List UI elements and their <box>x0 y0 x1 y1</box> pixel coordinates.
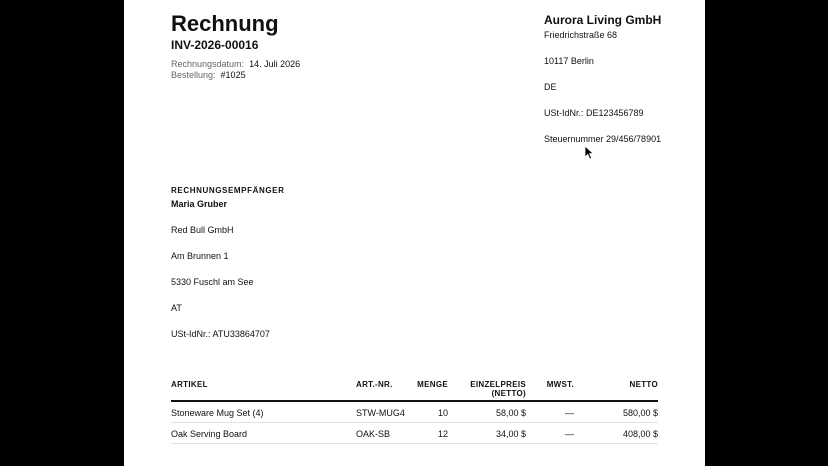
header-art-nr: ART.-NR. <box>356 380 393 389</box>
header-article: ARTIKEL <box>171 380 208 389</box>
header-unit-price-line2: (NETTO) <box>491 389 526 398</box>
items-table <box>171 378 658 444</box>
items-table-header <box>171 378 658 402</box>
invoice-date-label: Rechnungsdatum: <box>171 59 245 69</box>
row-unit-price: 34,00 $ <box>495 429 526 439</box>
order-label: Bestellung: <box>171 70 216 80</box>
header-unit-price-line1: EINZELPREIS <box>470 380 526 389</box>
seller-street: Friedrichstraße 68 <box>544 30 618 40</box>
recipient-heading: RECHNUNGSEMPFÄNGER <box>171 186 285 195</box>
order-value: #1025 <box>220 70 246 80</box>
invoice-page <box>124 0 705 466</box>
row-article: Stoneware Mug Set (4) <box>171 408 264 418</box>
row-art-nr: STW-MUG4 <box>356 408 405 418</box>
row-art-nr: OAK-SB <box>356 429 391 439</box>
seller-country: DE <box>544 82 557 92</box>
invoice-date-value: 14. Juli 2026 <box>249 59 301 69</box>
seller-city: 10117 Berlin <box>544 56 594 66</box>
row-vat: — <box>565 429 574 439</box>
recipient-vat-id: USt-IdNr.: ATU33864707 <box>171 329 270 339</box>
table-row <box>171 402 658 423</box>
row-quantity: 10 <box>437 408 448 418</box>
row-net: 408,00 $ <box>622 429 658 439</box>
recipient-country: AT <box>171 303 182 313</box>
seller-vat-id: USt-IdNr.: DE123456789 <box>544 108 644 118</box>
row-unit-price: 58,00 $ <box>495 408 526 418</box>
invoice-title: Rechnung <box>171 11 279 36</box>
row-net: 580,00 $ <box>622 408 658 418</box>
row-article: Oak Serving Board <box>171 429 248 439</box>
seller-tax-number: Steuernummer 29/456/78901 <box>544 134 662 144</box>
order-row <box>171 70 246 81</box>
mouse-cursor-icon <box>584 145 596 161</box>
invoice-number: INV-2026-00016 <box>171 38 259 52</box>
seller-name: Aurora Living GmbH <box>544 13 662 27</box>
invoice-date-row <box>171 59 300 70</box>
recipient-block <box>171 186 284 355</box>
recipient-name: Maria Gruber <box>171 199 228 209</box>
header-vat: MWST. <box>546 380 574 389</box>
seller-block <box>544 13 704 160</box>
header-net: NETTO <box>629 380 658 389</box>
table-row <box>171 423 658 444</box>
header-quantity: MENGE <box>417 380 448 389</box>
row-quantity: 12 <box>437 429 448 439</box>
recipient-city: 5330 Fuschl am See <box>171 277 254 287</box>
header-unit-price <box>470 380 526 398</box>
recipient-street: Am Brunnen 1 <box>171 251 229 261</box>
row-vat: — <box>565 408 574 418</box>
recipient-company: Red Bull GmbH <box>171 225 234 235</box>
